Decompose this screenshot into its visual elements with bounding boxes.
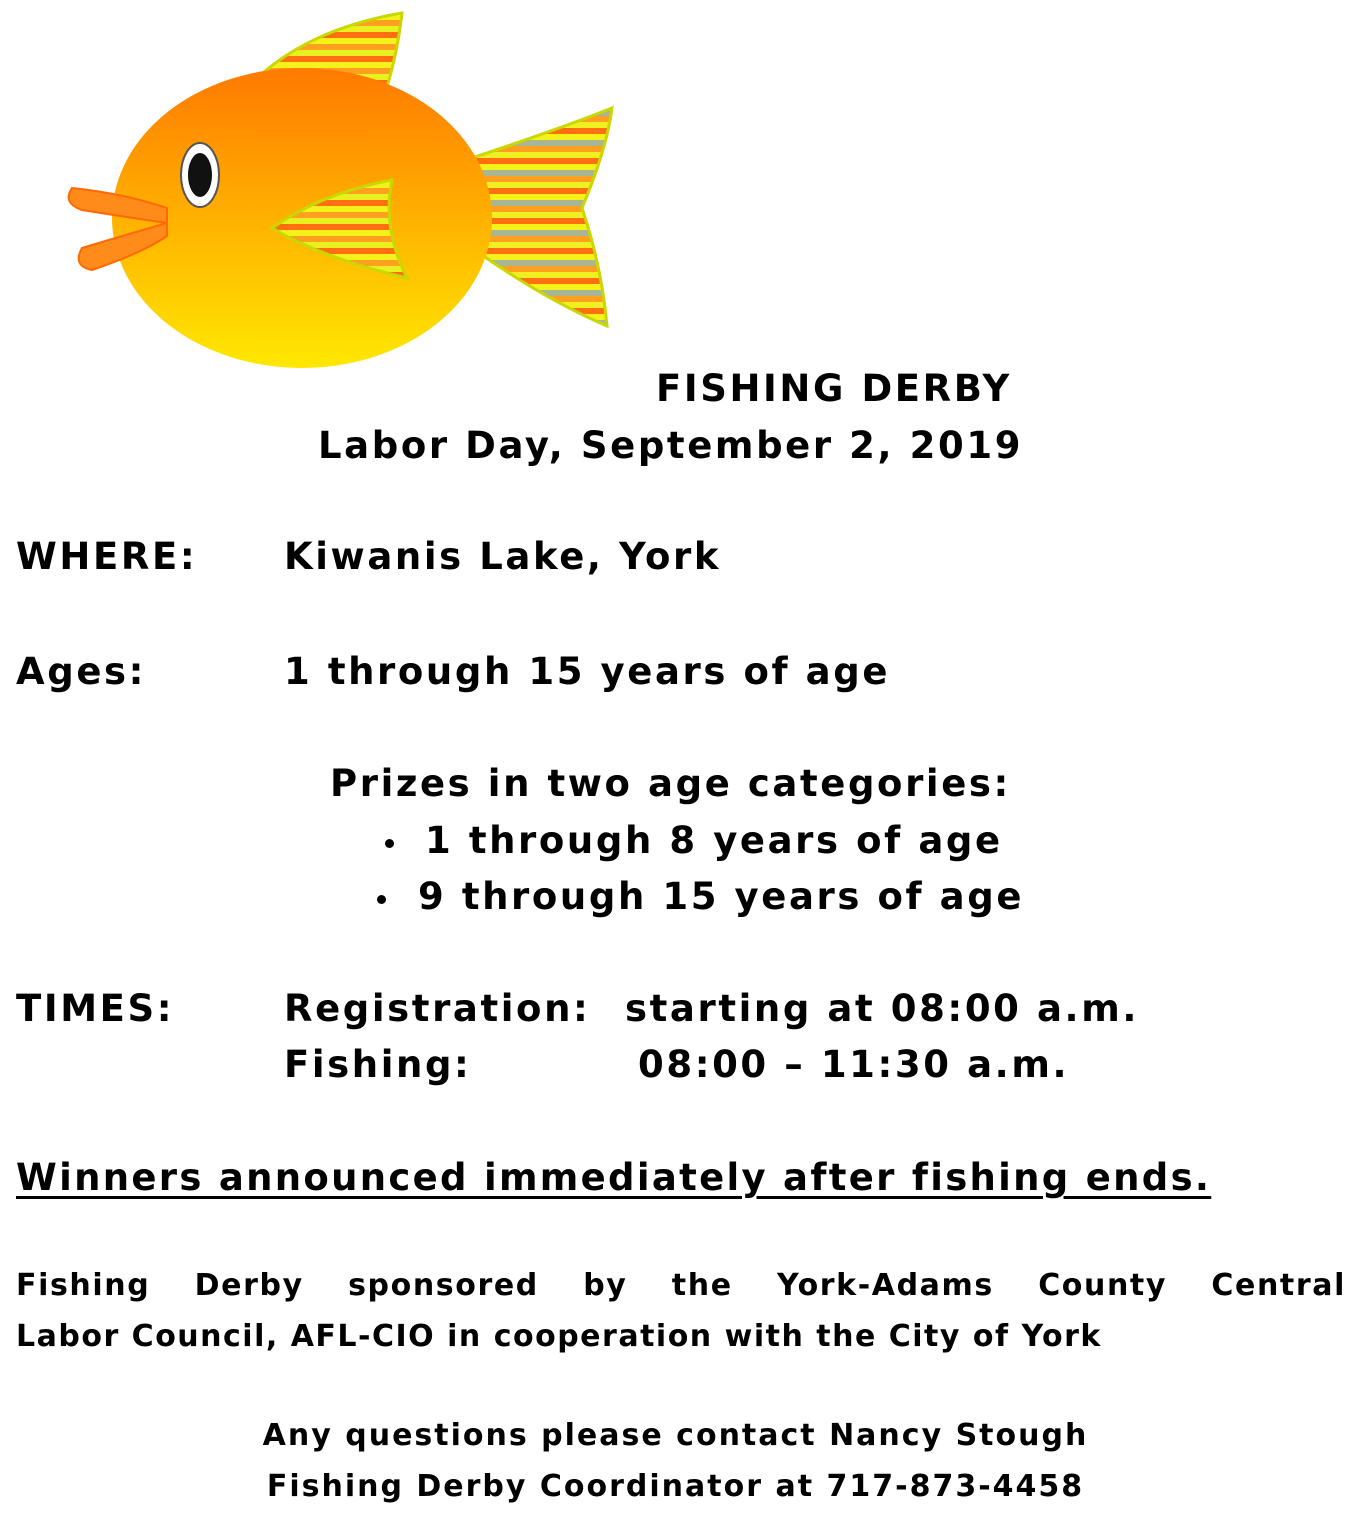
where-label: WHERE: [16, 535, 198, 578]
fishing-value: 08:00 – 11:30 a.m. [638, 1043, 1070, 1086]
ages-value: 1 through 15 years of age [284, 650, 891, 693]
bullet-icon [377, 895, 386, 904]
winners-announcement: Winners announced immediately after fishing ends. [16, 1156, 1212, 1199]
sponsor-word: Central [1211, 1268, 1346, 1303]
sponsor-word: sponsored [348, 1268, 539, 1303]
sponsor-word: by [583, 1268, 628, 1303]
prizes-heading: Prizes in two age categories: [330, 762, 1011, 805]
prize-category: 1 through 8 years of age [425, 819, 1003, 862]
sponsor-word: County [1038, 1268, 1168, 1303]
registration-label: Registration: [284, 987, 591, 1030]
ages-label: Ages: [16, 650, 147, 693]
fish-icon [62, 8, 622, 368]
sponsor-word: Derby [194, 1268, 304, 1303]
sponsor-word: Fishing [16, 1268, 151, 1303]
sponsor-line-2: Labor Council, AFL-CIO in cooperation with the City of York [16, 1319, 1102, 1354]
event-date: Labor Day, September 2, 2019 [318, 424, 1024, 467]
sponsor-word: York-Adams [777, 1268, 994, 1303]
bullet-icon [385, 839, 394, 848]
prize-category: 9 through 15 years of age [418, 875, 1025, 918]
event-title: FISHING DERBY [656, 367, 1012, 410]
contact-line-2: Fishing Derby Coordinator at 717-873-4458 [266, 1469, 1085, 1504]
sponsor-word: the [671, 1268, 733, 1303]
registration-value: starting at 08:00 a.m. [625, 987, 1140, 1030]
contact-line-1: Any questions please contact Nancy Stough [262, 1418, 1089, 1453]
fishing-label: Fishing: [284, 1043, 472, 1086]
where-value: Kiwanis Lake, York [284, 535, 722, 578]
times-label: TIMES: [16, 987, 175, 1030]
sponsor-line-1 [16, 1268, 1346, 1303]
